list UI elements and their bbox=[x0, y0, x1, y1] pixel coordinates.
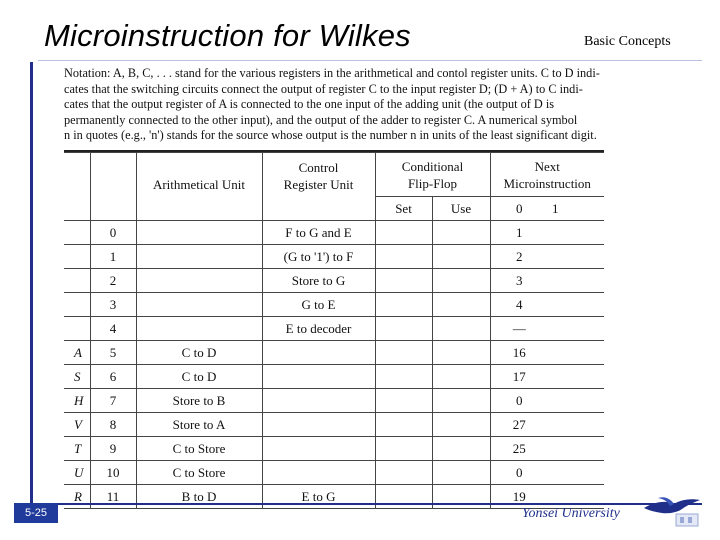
control-register-cell: (G to '1') to F bbox=[262, 245, 375, 269]
control-register-cell: E to G bbox=[262, 485, 375, 509]
arithmetical-unit-cell bbox=[136, 245, 262, 269]
table-row bbox=[64, 389, 604, 413]
table-row bbox=[64, 245, 604, 269]
next-0-cell: 3 bbox=[490, 269, 548, 293]
notation-line: permanently connected to the other input), and the output of the adder to register C. A numerical symbol bbox=[64, 112, 578, 127]
next-1-cell bbox=[548, 365, 604, 389]
address-cell: 9 bbox=[90, 437, 136, 461]
flip-flop-set-cell bbox=[375, 389, 432, 413]
flip-flop-set-cell bbox=[375, 413, 432, 437]
arithmetical-unit-cell: C to D bbox=[136, 341, 262, 365]
table-row bbox=[64, 365, 604, 389]
next-1-cell bbox=[548, 317, 604, 341]
next-0-cell: 4 bbox=[490, 293, 548, 317]
table-row bbox=[64, 461, 604, 485]
register-cell: H bbox=[64, 389, 90, 413]
table-row bbox=[64, 437, 604, 461]
subheader-blank bbox=[136, 197, 262, 221]
bird-logo-icon bbox=[640, 494, 702, 530]
control-register-cell bbox=[262, 365, 375, 389]
flip-flop-set-cell bbox=[375, 245, 432, 269]
left-accent-bar bbox=[30, 62, 33, 514]
arithmetical-unit-cell bbox=[136, 269, 262, 293]
flip-flop-use-cell bbox=[432, 293, 490, 317]
header-conditional-flip-flop bbox=[375, 153, 490, 197]
address-cell: 10 bbox=[90, 461, 136, 485]
next-0-cell: 25 bbox=[490, 437, 548, 461]
header-next-microinstruction bbox=[490, 153, 604, 197]
header-set: Set bbox=[375, 197, 432, 221]
table-subheader-row bbox=[64, 197, 604, 221]
arithmetical-unit-cell bbox=[136, 317, 262, 341]
flip-flop-use-cell bbox=[432, 365, 490, 389]
register-cell bbox=[64, 293, 90, 317]
next-0-cell: 27 bbox=[490, 413, 548, 437]
register-cell bbox=[64, 221, 90, 245]
control-register-cell: G to E bbox=[262, 293, 375, 317]
flip-flop-use-cell bbox=[432, 437, 490, 461]
table-row bbox=[64, 293, 604, 317]
control-register-cell bbox=[262, 341, 375, 365]
subheader-blank bbox=[64, 197, 90, 221]
header-divider bbox=[38, 60, 702, 61]
next-1-cell bbox=[548, 413, 604, 437]
notation-line: n in quotes (e.g., 'n') stands for the source whose output is the number n in units of the least significant digit. bbox=[64, 128, 597, 143]
slide-subtitle: Basic Concepts bbox=[584, 34, 671, 49]
address-cell: 11 bbox=[90, 485, 136, 509]
arithmetical-unit-cell: C to D bbox=[136, 365, 262, 389]
next-0-cell: 2 bbox=[490, 245, 548, 269]
footer-rule bbox=[14, 503, 702, 505]
address-cell: 7 bbox=[90, 389, 136, 413]
register-cell: T bbox=[64, 437, 90, 461]
flip-flop-set-cell bbox=[375, 221, 432, 245]
next-1-cell bbox=[548, 221, 604, 245]
flip-flop-set-cell bbox=[375, 341, 432, 365]
arithmetical-unit-cell bbox=[136, 221, 262, 245]
flip-flop-set-cell bbox=[375, 293, 432, 317]
notation-line: cates that the switching circuits connect the output of register C to the input register D; (D + A) to C indi- bbox=[64, 81, 583, 96]
arith-header-label: Arithmetical Unit bbox=[152, 176, 246, 192]
header-blank bbox=[64, 153, 90, 197]
register-cell: A bbox=[64, 341, 90, 365]
arithmetical-unit-cell: B to D bbox=[136, 485, 262, 509]
flip-flop-use-cell bbox=[432, 245, 490, 269]
header-next-1: 1 bbox=[548, 197, 604, 221]
notation-line: cates that the output register of A is connected to the one input of the adding unit (the output of D is bbox=[64, 97, 555, 112]
address-cell: 8 bbox=[90, 413, 136, 437]
address-cell: 5 bbox=[90, 341, 136, 365]
flip-flop-use-cell bbox=[432, 221, 490, 245]
flip-flop-use-cell bbox=[432, 413, 490, 437]
table-row bbox=[64, 269, 604, 293]
control-register-cell: F to G and E bbox=[262, 221, 375, 245]
flip-flop-set-cell bbox=[375, 317, 432, 341]
register-cell: R bbox=[64, 485, 90, 509]
next-header-line1: Next bbox=[534, 159, 560, 174]
next-0-cell: 0 bbox=[490, 389, 548, 413]
arithmetical-unit-cell bbox=[136, 293, 262, 317]
next-1-cell bbox=[548, 293, 604, 317]
university-name: Yonsei University bbox=[522, 506, 620, 521]
header-use: Use bbox=[432, 197, 490, 221]
next-0-cell: 0 bbox=[490, 461, 548, 485]
address-cell: 1 bbox=[90, 245, 136, 269]
next-1-cell bbox=[548, 437, 604, 461]
next-0-cell: 1 bbox=[490, 221, 548, 245]
register-cell: U bbox=[64, 461, 90, 485]
cond-header-line2: Flip-Flop bbox=[407, 176, 458, 191]
header-arithmetical-unit bbox=[136, 153, 262, 197]
control-register-cell: Store to G bbox=[262, 269, 375, 293]
table-row bbox=[64, 413, 604, 437]
slide-title: Microinstruction for Wilkes bbox=[44, 18, 411, 53]
flip-flop-use-cell bbox=[432, 317, 490, 341]
next-0-cell: — bbox=[490, 317, 548, 341]
flip-flop-use-cell bbox=[432, 461, 490, 485]
register-cell: V bbox=[64, 413, 90, 437]
arithmetical-unit-cell: Store to A bbox=[136, 413, 262, 437]
flip-flop-set-cell bbox=[375, 461, 432, 485]
header-next-0: 0 bbox=[490, 197, 548, 221]
address-cell: 3 bbox=[90, 293, 136, 317]
register-cell bbox=[64, 269, 90, 293]
table-row bbox=[64, 317, 604, 341]
address-cell: 4 bbox=[90, 317, 136, 341]
address-cell: 6 bbox=[90, 365, 136, 389]
header-control-register-unit bbox=[262, 153, 375, 197]
control-register-cell bbox=[262, 389, 375, 413]
control-register-cell bbox=[262, 461, 375, 485]
flip-flop-set-cell bbox=[375, 269, 432, 293]
flip-flop-use-cell bbox=[432, 389, 490, 413]
control-register-cell bbox=[262, 437, 375, 461]
header-blank bbox=[90, 153, 136, 197]
control-header-line2: Register Unit bbox=[283, 176, 354, 192]
address-cell: 2 bbox=[90, 269, 136, 293]
table-row bbox=[64, 221, 604, 245]
arithmetical-unit-cell: C to Store bbox=[136, 437, 262, 461]
next-1-cell bbox=[548, 389, 604, 413]
register-cell bbox=[64, 245, 90, 269]
address-cell: 0 bbox=[90, 221, 136, 245]
control-register-cell: E to decoder bbox=[262, 317, 375, 341]
flip-flop-use-cell bbox=[432, 269, 490, 293]
next-1-cell bbox=[548, 245, 604, 269]
table-row bbox=[64, 341, 604, 365]
next-1-cell bbox=[548, 461, 604, 485]
register-cell: S bbox=[64, 365, 90, 389]
next-header-line2: Microinstruction bbox=[503, 176, 591, 191]
notation-paragraph bbox=[64, 66, 609, 144]
flip-flop-set-cell bbox=[375, 365, 432, 389]
next-0-cell: 17 bbox=[490, 365, 548, 389]
notation-line: Notation: A, B, C, . . . stand for the various registers in the arithmetical and contol register units. C to D indi- bbox=[64, 66, 600, 80]
microinstruction-table bbox=[64, 152, 604, 509]
control-header-line1: Control bbox=[298, 159, 339, 175]
page-number: 5-25 bbox=[14, 503, 58, 523]
flip-flop-use-cell bbox=[432, 341, 490, 365]
subheader-blank bbox=[90, 197, 136, 221]
next-1-cell bbox=[548, 341, 604, 365]
table-header-row bbox=[64, 153, 604, 197]
arithmetical-unit-cell: Store to B bbox=[136, 389, 262, 413]
control-register-cell bbox=[262, 413, 375, 437]
cond-header-line1: Conditional bbox=[401, 159, 464, 174]
subheader-blank bbox=[262, 197, 375, 221]
next-0-cell: 16 bbox=[490, 341, 548, 365]
register-cell bbox=[64, 317, 90, 341]
next-1-cell bbox=[548, 269, 604, 293]
arithmetical-unit-cell: C to Store bbox=[136, 461, 262, 485]
next-0-cell: 19 bbox=[490, 485, 548, 509]
flip-flop-set-cell bbox=[375, 437, 432, 461]
